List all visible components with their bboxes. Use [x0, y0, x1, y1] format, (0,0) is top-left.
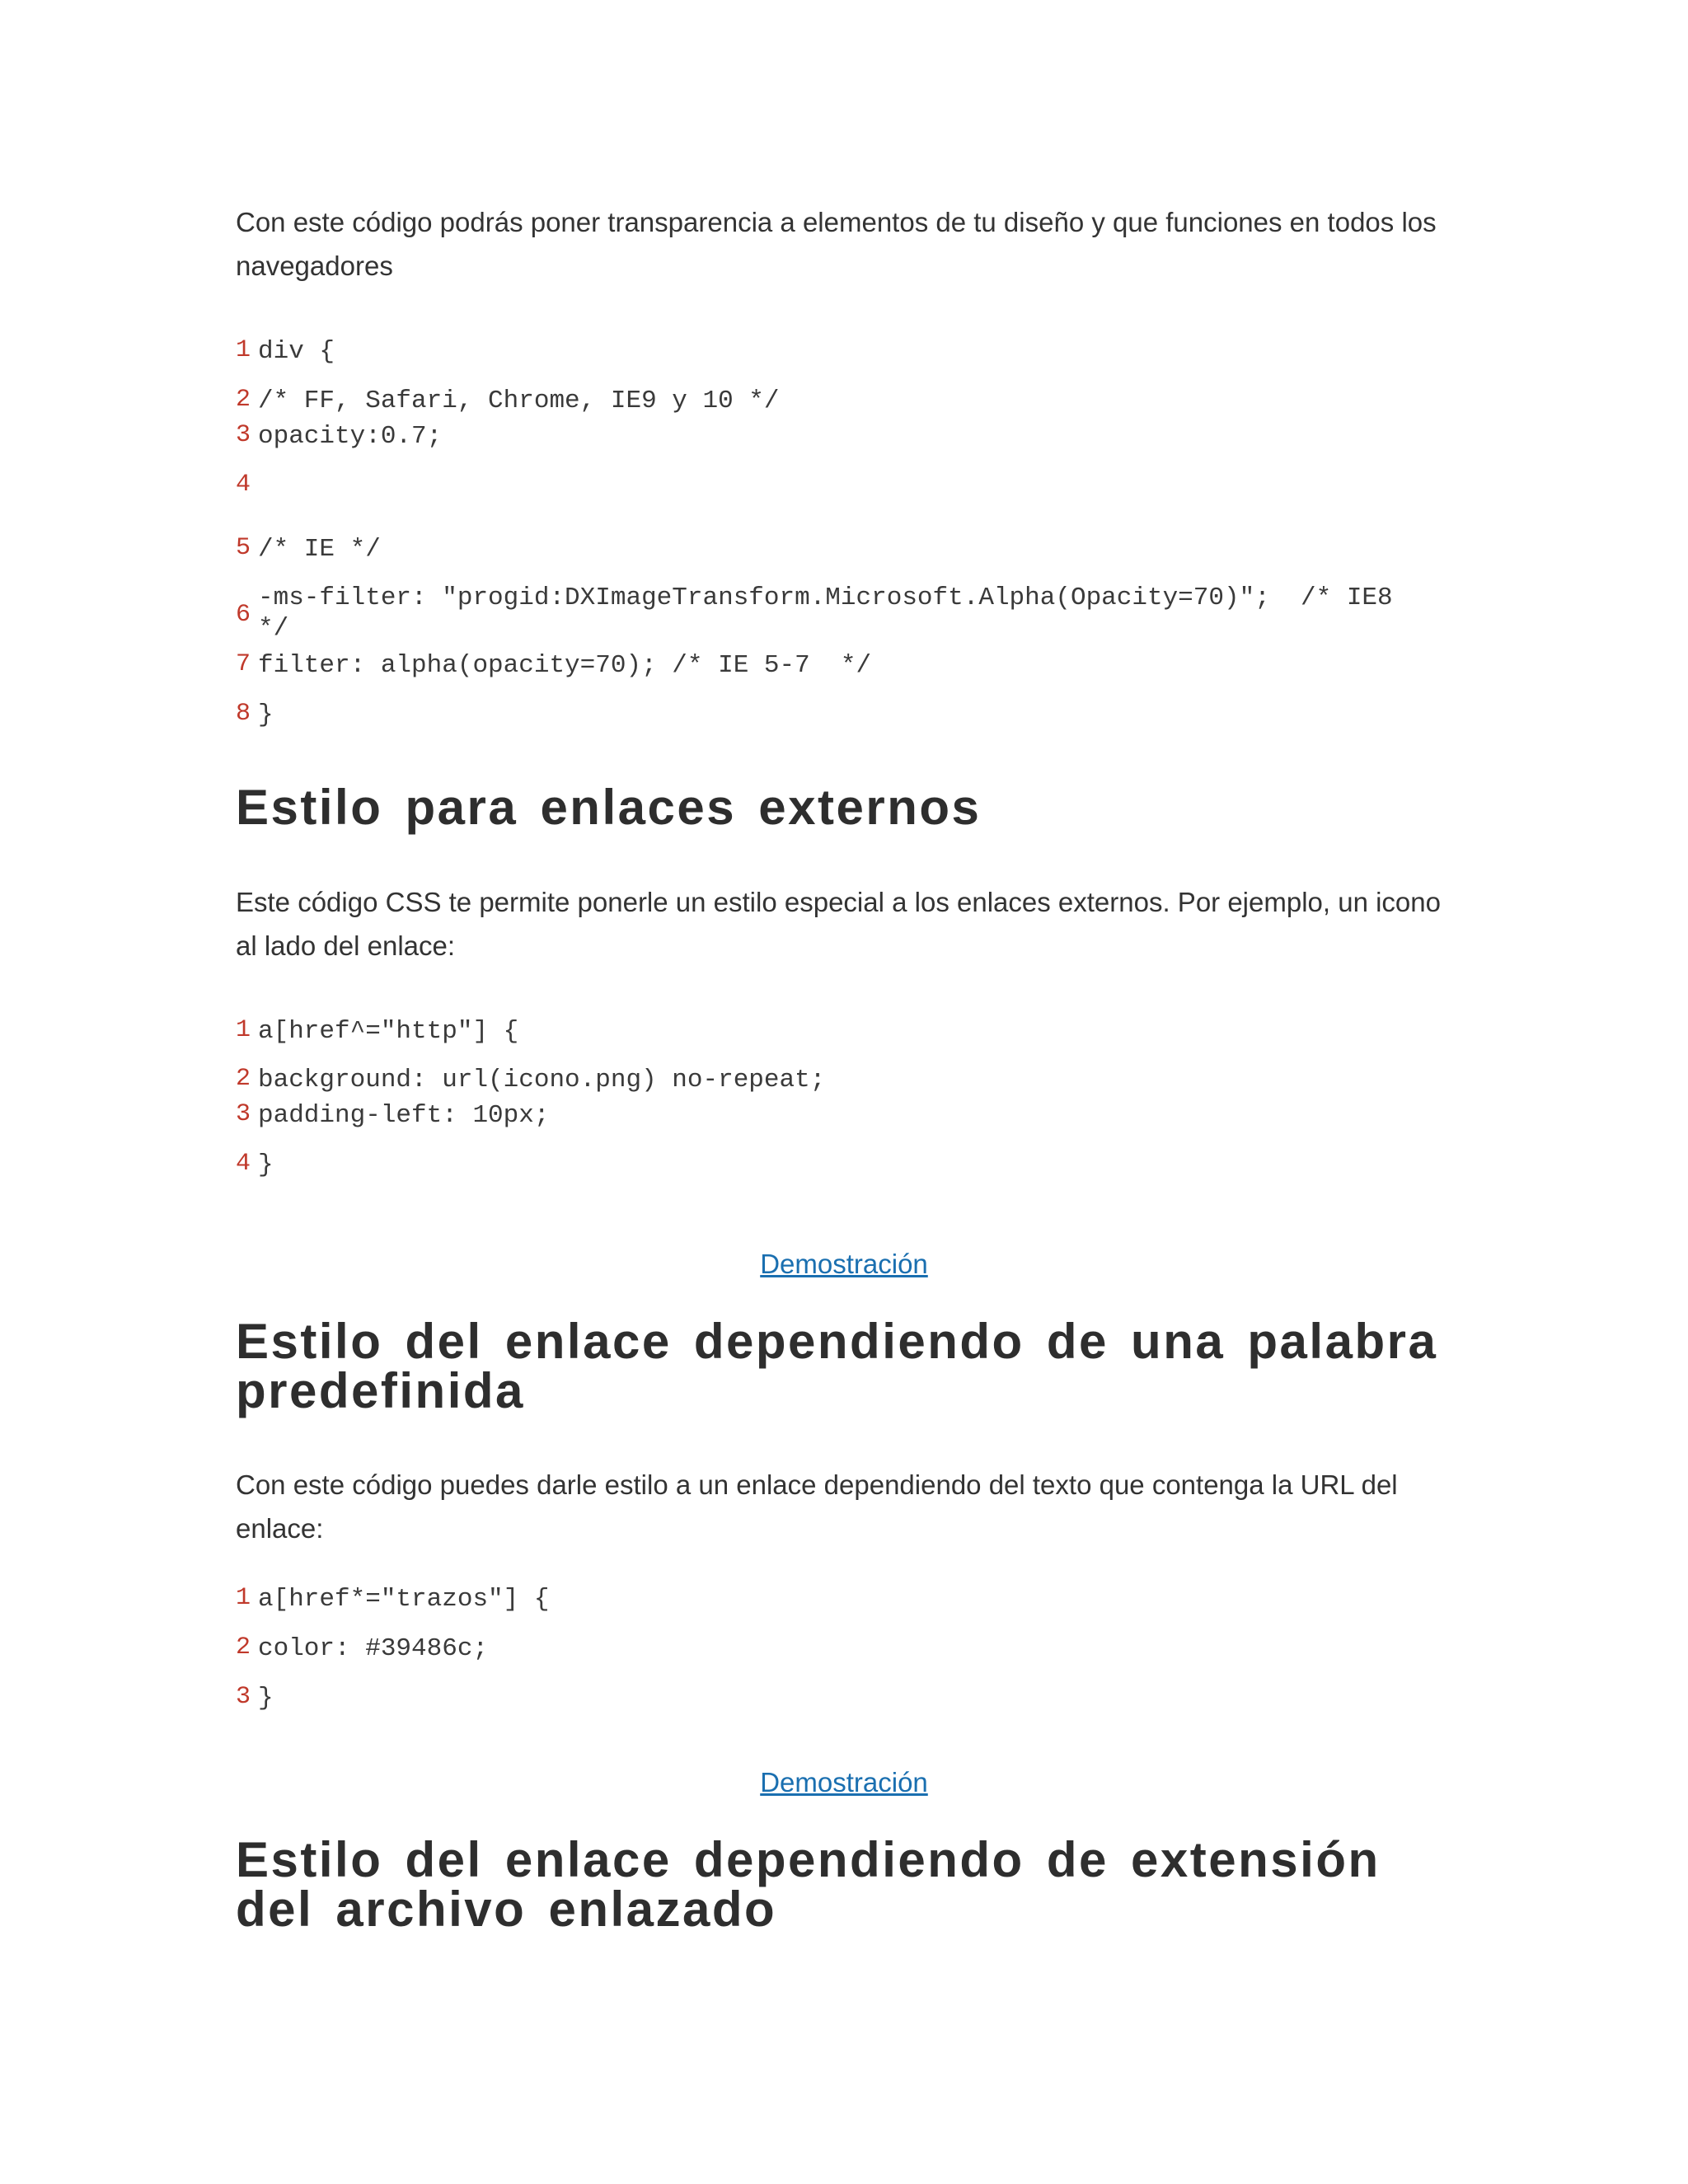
code-text: }	[258, 701, 274, 729]
demo-link-container	[0, 1248, 1688, 1281]
code-text: }	[258, 1684, 274, 1713]
code-text: -ms-filter: "progid:DXImageTransform.Microsoft.Alpha(Opacity=70)"; /* IE8 */	[258, 583, 1409, 643]
section-paragraph-keyword-links: Con este código puedes darle estilo a un enlace dependiendo del texto que contenga la URL del enlace:	[236, 1469, 1398, 1544]
code-text: a[href^="http"] {	[258, 1017, 519, 1046]
demo-link-container	[0, 1766, 1688, 1799]
line-number: 7	[235, 650, 251, 678]
demo-link[interactable]: Demostración	[760, 1249, 928, 1279]
line-number: 1	[235, 336, 251, 364]
code-text: filter: alpha(opacity=70); /* IE 5-7 */	[258, 651, 872, 680]
line-number: 2	[235, 386, 251, 414]
code-text: padding-left: 10px;	[258, 1101, 550, 1130]
line-number: 2	[235, 1633, 251, 1661]
line-number: 3	[235, 421, 251, 449]
line-number: 4	[235, 1150, 251, 1178]
line-number: 8	[235, 700, 251, 728]
code-text: opacity:0.7;	[258, 422, 443, 451]
line-number: 2	[235, 1065, 251, 1093]
code-text: }	[258, 1151, 274, 1179]
section-heading-external-links: Estilo para enlaces externos	[236, 780, 982, 835]
code-text: color: #39486c;	[258, 1634, 489, 1663]
code-text: /* FF, Safari, Chrome, IE9 y 10 */	[258, 387, 780, 415]
line-number: 3	[235, 1683, 251, 1711]
code-text: background: url(icono.png) no-repeat;	[258, 1066, 826, 1094]
line-number: 6	[235, 601, 251, 629]
code-text: a[href*="trazos"] {	[258, 1585, 550, 1614]
line-number: 3	[235, 1100, 251, 1128]
section-heading-keyword-links: Estilo del enlace dependiendo de una palabra predefinida	[236, 1314, 1438, 1418]
demo-link[interactable]: Demostración	[760, 1767, 928, 1797]
code-text: /* IE */	[258, 535, 381, 564]
line-number: 1	[235, 1016, 251, 1044]
code-text: div {	[258, 337, 335, 366]
line-number: 1	[235, 1584, 251, 1612]
section-paragraph-external-links: Este código CSS te permite ponerle un estilo especial a los enlaces externos. Por ejemplo, un icono al lado del enlace:	[236, 887, 1441, 961]
line-number: 4	[235, 471, 251, 499]
section-heading-file-extension-links: Estilo del enlace dependiendo de extensión del archivo enlazado	[236, 1832, 1381, 1937]
line-number: 5	[235, 534, 251, 562]
intro-paragraph: Con este código podrás poner transparencia a elementos de tu diseño y que funciones en todos los navegadores	[236, 207, 1437, 281]
